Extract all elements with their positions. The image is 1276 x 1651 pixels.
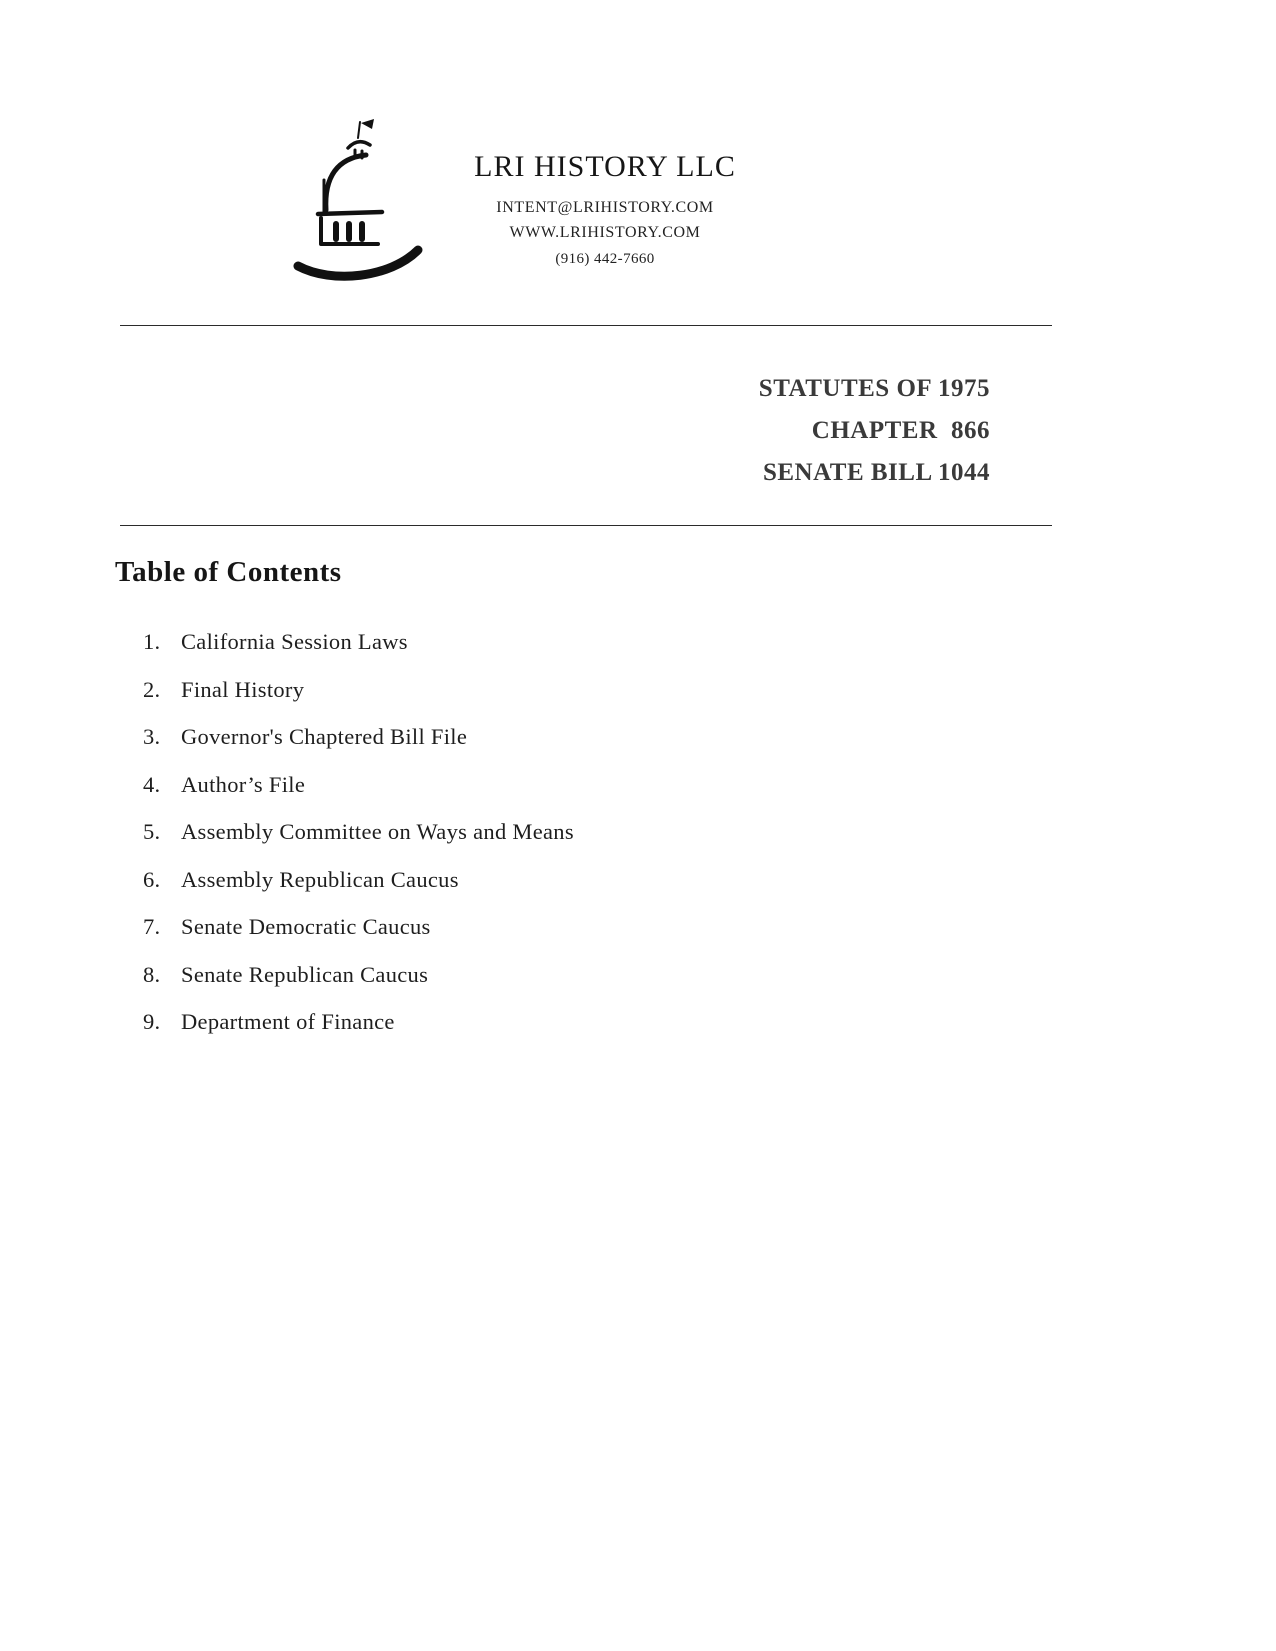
chapter-line: CHAPTER 866 xyxy=(811,417,990,444)
toc-item-label: Governor's Chaptered Bill File xyxy=(181,724,468,749)
toc-item-label: Assembly Republican Caucus xyxy=(181,866,459,892)
toc-item-label: Department of Finance xyxy=(181,1009,395,1034)
toc-item-number: 4. xyxy=(143,771,161,797)
toc-item-label: California Session Laws xyxy=(181,629,408,654)
toc-item-number: 6. xyxy=(143,866,161,892)
company-email: INTENT@LRIHISTORY.COM xyxy=(496,199,714,216)
toc-item-label: Final History xyxy=(181,676,305,702)
toc-heading: Table of Contents xyxy=(115,556,342,588)
toc-item xyxy=(143,725,574,748)
toc-item-number: 2. xyxy=(143,676,161,702)
toc-item-number: 3. xyxy=(143,724,161,749)
toc-item xyxy=(143,630,574,653)
toc-item xyxy=(143,1010,574,1033)
company-name: LRI HISTORY LLC xyxy=(474,150,736,183)
toc-item xyxy=(143,915,574,938)
toc-item-label: Senate Democratic Caucus xyxy=(181,914,431,939)
toc-item xyxy=(143,678,574,701)
toc-item xyxy=(143,820,574,843)
capitol-logo xyxy=(290,118,440,288)
toc-item xyxy=(143,773,574,796)
toc-item-label: Senate Republican Caucus xyxy=(181,961,429,987)
toc-item-number: 7. xyxy=(143,914,161,939)
letterhead xyxy=(440,150,770,268)
capitol-logo-drawing xyxy=(290,118,440,288)
toc-item-number: 1. xyxy=(143,629,161,654)
statutes-line: STATUTES OF 1975 xyxy=(758,375,990,402)
toc-item xyxy=(143,868,574,891)
toc-item-number: 8. xyxy=(143,961,161,987)
company-website: WWW.LRIHISTORY.COM xyxy=(509,224,701,241)
divider-bottom xyxy=(120,525,1052,526)
divider-top xyxy=(120,325,1052,326)
toc-list xyxy=(143,630,574,1058)
toc-item xyxy=(143,963,574,986)
senate-bill-line: SENATE BILL 1044 xyxy=(762,459,990,486)
title-block xyxy=(759,368,990,494)
toc-item-label: Author’s File xyxy=(181,771,306,797)
toc-item-label: Assembly Committee on Ways and Means xyxy=(181,819,574,844)
toc-item-number: 9. xyxy=(143,1009,161,1034)
toc-item-number: 5. xyxy=(143,819,161,844)
company-phone: (916) 442-7660 xyxy=(555,251,655,267)
